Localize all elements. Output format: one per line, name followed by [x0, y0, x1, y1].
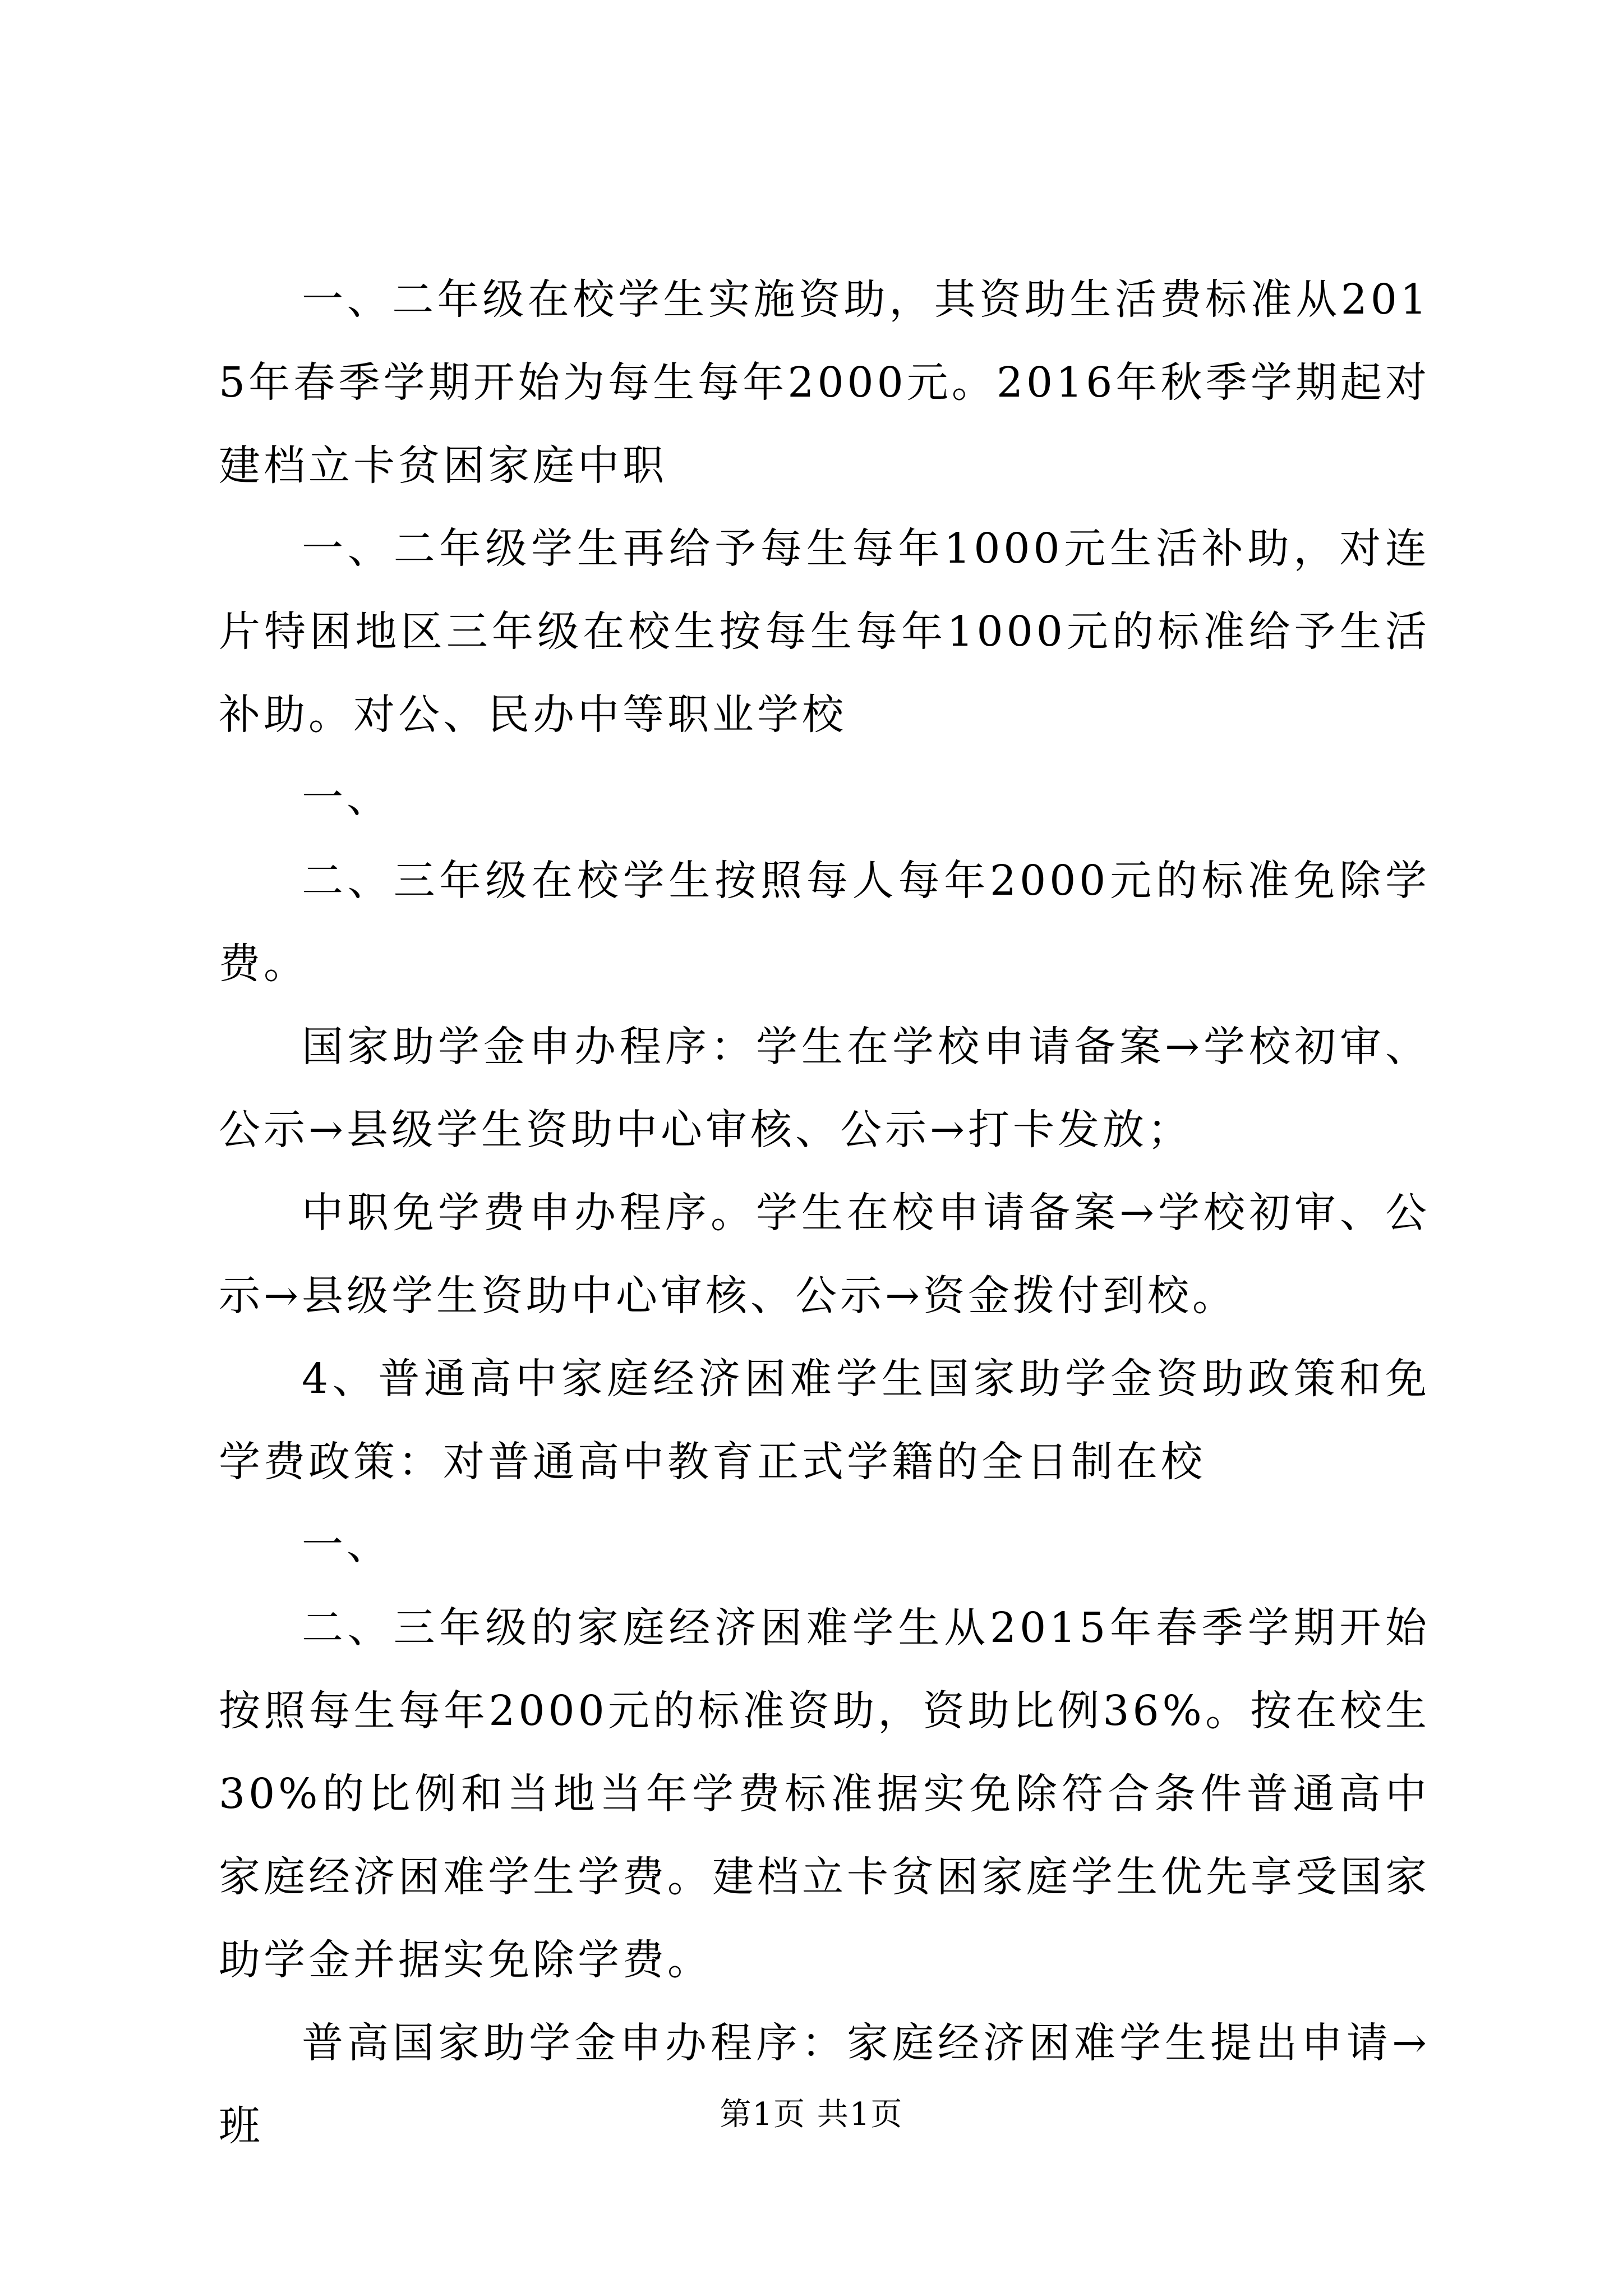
paragraph-4: 二、三年级在校学生按照每人每年2000元的标准免除学费。 [219, 857, 1430, 988]
paragraph-6: 中职免学费申办程序。学生在校申请备案→学校初审、公示→县级学生资助中心审核、公示→资金拨付到校。 [219, 1189, 1430, 1320]
document-body [219, 258, 1430, 2168]
paragraph-3: 一、 [302, 774, 391, 822]
paragraph-10: 普高国家助学金申办程序：家庭经济困难学生提出申请→班 [219, 2019, 1430, 2150]
paragraph-1: 一、二年级在校学生实施资助，其资助生活费标准从2015年春季学期开始为每生每年2000元。2016年秋季学期起对建档立卡贫困家庭中职 [219, 275, 1430, 490]
paragraph-7: 4、普通高中家庭经济困难学生国家助学金资助政策和免学费政策：对普通高中教育正式学籍的全日制在校 [219, 1355, 1430, 1486]
paragraph-2: 一、二年级学生再给予每生每年1000元生活补助，对连片特困地区三年级在校生按每生每年1000元的标准给予生活补助。对公、民办中等职业学校 [219, 524, 1430, 739]
paragraph-5: 国家助学金申办程序：学生在学校申请备案→学校初审、公示→县级学生资助中心审核、公示→打卡发放； [219, 1023, 1430, 1154]
paragraph-8: 一、 [302, 1521, 391, 1569]
page-number-footer: 第1页 共1页 [720, 2096, 903, 2133]
paragraph-9: 二、三年级的家庭经济困难学生从2015年春季学期开始按照每生每年2000元的标准资助，资助比例36%。按在校生30%的比例和当地当年学费标准据实免除符合条件普通高中家庭经济困难学生学费。建档立卡贫困家庭学生优先享受国家助学金并据实免除学费。 [219, 1604, 1430, 1984]
